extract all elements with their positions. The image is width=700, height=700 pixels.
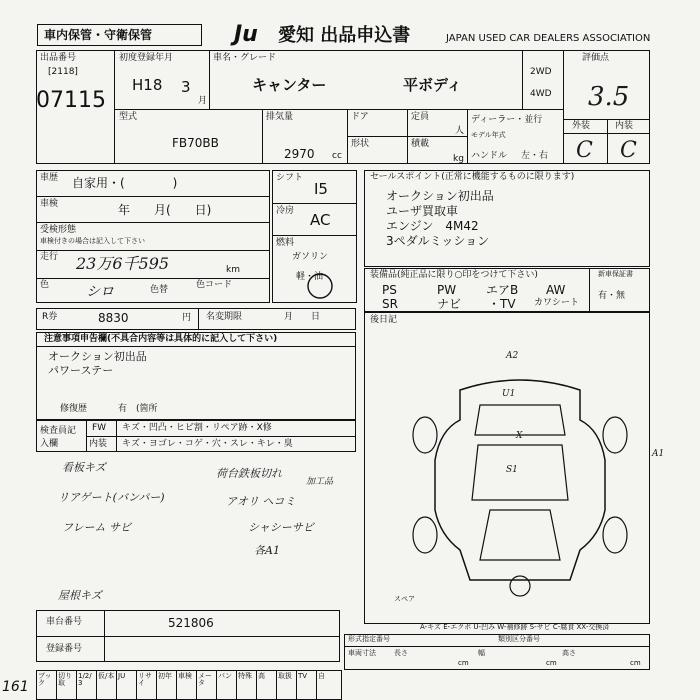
displacement-value: 2970 (284, 147, 315, 161)
model-value: FB70BB (172, 136, 219, 150)
new-warranty-value: 有・無 (598, 291, 626, 301)
vehicle-name: キャンター (252, 76, 327, 94)
score-label: 評価点 (582, 53, 610, 63)
displacement-unit: cc (332, 151, 342, 161)
fuel-circle-mark (305, 271, 335, 301)
displacement-label: 排気量 (266, 112, 294, 122)
back-label: 後日記 (370, 315, 398, 325)
vehicle-diagram (400, 360, 640, 600)
equip-tv: ・TV (488, 297, 516, 311)
size-label: 車両寸法 (348, 649, 376, 657)
usage-label: 車歴 (40, 173, 59, 183)
expiry-label: 名変期限 (206, 312, 243, 322)
remark-1: オークション初出品 (48, 350, 147, 363)
storage-note-box (37, 24, 202, 46)
note-1: 看板キズ (62, 461, 106, 474)
height-unit: cm (630, 659, 641, 667)
exterior-label: 外装 (572, 121, 591, 131)
form-label: 形式指定番号 (348, 635, 390, 643)
selling-point-3: エンジン 4M42 (386, 219, 479, 233)
mark-u1: U1 (502, 389, 516, 399)
fuel-alt: 軽・油 (296, 272, 324, 282)
note-3: 加工品 (306, 477, 334, 487)
length-unit: cm (458, 659, 469, 667)
note-6: フレーム サビ (62, 521, 132, 534)
exterior-grade: C (576, 138, 593, 163)
selling-point-1: オークション初出品 (386, 189, 494, 203)
selling-points-label: セールスポイント(正常に機能するものに限ります) (370, 172, 575, 182)
interior-items: キズ・ヨゴレ・コゲ・穴・スレ・キレ・臭 (122, 439, 293, 449)
model-label: 型式 (119, 112, 138, 122)
receipt-sub: 車検付きの場合は記入して下さい (40, 237, 145, 245)
footer-column: パン (218, 672, 232, 680)
load-unit: kg (453, 154, 464, 164)
recycle-label: R券 (42, 312, 58, 322)
footer-column: 初年 (158, 672, 172, 680)
note-2: 荷台鉄板切れ (216, 467, 282, 480)
footer-column: JU (118, 672, 126, 680)
model-year-label: モデル年式 (471, 131, 506, 139)
registration-label: 初度登録年月 (119, 53, 174, 63)
color-change-label: 色替 (150, 285, 169, 295)
chassis-value: 521806 (168, 616, 214, 630)
dealer-label: ディーラー・並行 (471, 115, 543, 125)
width-label: 幅 (478, 649, 485, 657)
mileage-unit: km (226, 265, 240, 275)
lot-label: 出品番号 (40, 53, 77, 63)
registration-month-unit: 月 (198, 96, 208, 106)
interior-grade: C (620, 138, 637, 163)
note-7: シャシーサビ (248, 521, 314, 534)
margin-mark: 161 (2, 679, 29, 695)
chassis-label: 車台番号 (46, 617, 83, 627)
usage-value: 自家用・( ) (72, 176, 178, 190)
drive-4wd: 4WD (530, 89, 552, 99)
shaken-label: 車検 (40, 199, 59, 209)
repair-value: 有 (箇所 (118, 404, 158, 414)
selling-point-2: ユーザ買取車 (386, 204, 459, 218)
footer-column: メータ (198, 672, 212, 688)
class-label: 類別区分番号 (498, 635, 540, 643)
equipment-label: 装備品(純正品に限り○印をつけて下さい) (370, 270, 538, 280)
score-value: 3.5 (588, 82, 630, 112)
recycle-unit: 円 (182, 313, 192, 323)
association-name: JAPAN USED CAR DEALERS ASSOCIATION (446, 33, 651, 44)
expiry-value: 月 日 (284, 312, 321, 322)
footer-column: 切り取 (58, 672, 72, 688)
equip-kawa-seat: カワシート (534, 298, 580, 308)
note-5: アオリ ヘコミ (226, 495, 296, 508)
capacity-label: 定員 (411, 112, 430, 122)
footer-column: リサイ (138, 672, 152, 688)
inspection-label: 検査員記入欄 (40, 426, 77, 449)
receipt-label: 受検形態 (40, 225, 77, 235)
mark-a1: A1 (652, 449, 665, 459)
footer-column: 高 (258, 672, 265, 680)
form-title: 愛知 出品申込書 (278, 25, 411, 46)
footer-column: TV (298, 672, 308, 680)
color-code-label: 色コード (196, 280, 233, 290)
width-unit: cm (546, 659, 557, 667)
mark-s1: S1 (506, 465, 518, 475)
registration-month: 3 (181, 78, 191, 96)
load-label: 積載 (411, 139, 430, 149)
shape-label: 形状 (351, 139, 370, 149)
ac-value: AC (310, 211, 331, 229)
footer-column: 仮/本 (98, 672, 115, 680)
capacity-unit: 人 (455, 126, 465, 136)
drive-2wd: 2WD (530, 67, 552, 77)
interior-label: 内装 (615, 121, 634, 131)
fuel-label: 燃料 (276, 238, 295, 248)
equip-aw: AW (546, 283, 566, 297)
handle-label: ハンドル (471, 151, 508, 161)
height-label: 高さ (562, 649, 576, 657)
reg-label: 登録番号 (46, 644, 83, 654)
registration-year: H18 (132, 76, 163, 94)
fuel-value: ガソリン (292, 252, 329, 262)
footer-column: 特殊 (238, 672, 252, 680)
length-label: 長さ (394, 649, 408, 657)
vehicle-name-label: 車名・グレード (213, 53, 277, 63)
mileage-label: 走行 (40, 252, 59, 262)
footer-column: 車検 (178, 672, 192, 680)
top-block (36, 50, 650, 164)
footer-column: 取扱 (278, 672, 292, 680)
handle-value: 左・右 (521, 151, 549, 161)
new-warranty-label: 新車保証書 (598, 270, 633, 278)
equip-airbag: エアB (486, 283, 519, 297)
color-label: 色 (40, 280, 50, 290)
shift-value: I5 (314, 180, 328, 198)
recycle-value: 8830 (98, 311, 129, 325)
equip-navi: ナビ (437, 297, 462, 311)
repair-label: 修復歴 (60, 404, 88, 414)
fw-items: キズ・凹凸・ヒビ割・リペア跡・X修 (122, 423, 272, 433)
interior-inspect-label: 内装 (89, 439, 108, 449)
spare-label: スペア (394, 595, 415, 603)
diagram-legend: A-キズ E-エクボ U-凹み W-補修跡 S-サビ C-腐食 XX-交換済 (420, 623, 610, 631)
fw-label: FW (92, 423, 107, 433)
remarks-label: 注意事項申告欄(不具合内容等は具体的に記入して下さい) (44, 334, 278, 344)
color-value: シロ (86, 284, 114, 300)
selling-point-4: 3ペダルミッション (386, 234, 490, 248)
remark-2: パワーステー (48, 364, 114, 377)
footer-column: 自 (318, 672, 325, 680)
equip-ps: PS (382, 283, 397, 297)
equip-sr: SR (382, 297, 398, 311)
note-8: 各A1 (254, 544, 280, 557)
door-label: ドア (351, 112, 369, 122)
shift-label: シフト (276, 173, 304, 183)
storage-note: 車内保管・守衛保管 (44, 28, 153, 42)
note-4: リアゲート(バンパー) (58, 491, 165, 504)
vehicle-grade: 平ボディ (403, 76, 462, 94)
mark-a2: A2 (506, 351, 519, 361)
footer-column: 1/2/3 (78, 672, 92, 688)
footer-column: ブック (38, 672, 52, 688)
lot-number: 07115 (36, 88, 106, 113)
ac-label: 冷房 (276, 206, 295, 216)
mileage-value: 23万6千595 (76, 254, 170, 273)
ju-logo: Ju (234, 22, 258, 47)
note-9: 屋根キズ (58, 589, 102, 602)
shaken-value: 年 月( 日) (118, 203, 212, 217)
lot-sub: [2118] (48, 67, 78, 77)
mark-x: X (516, 431, 523, 441)
equip-pw: PW (437, 283, 457, 297)
